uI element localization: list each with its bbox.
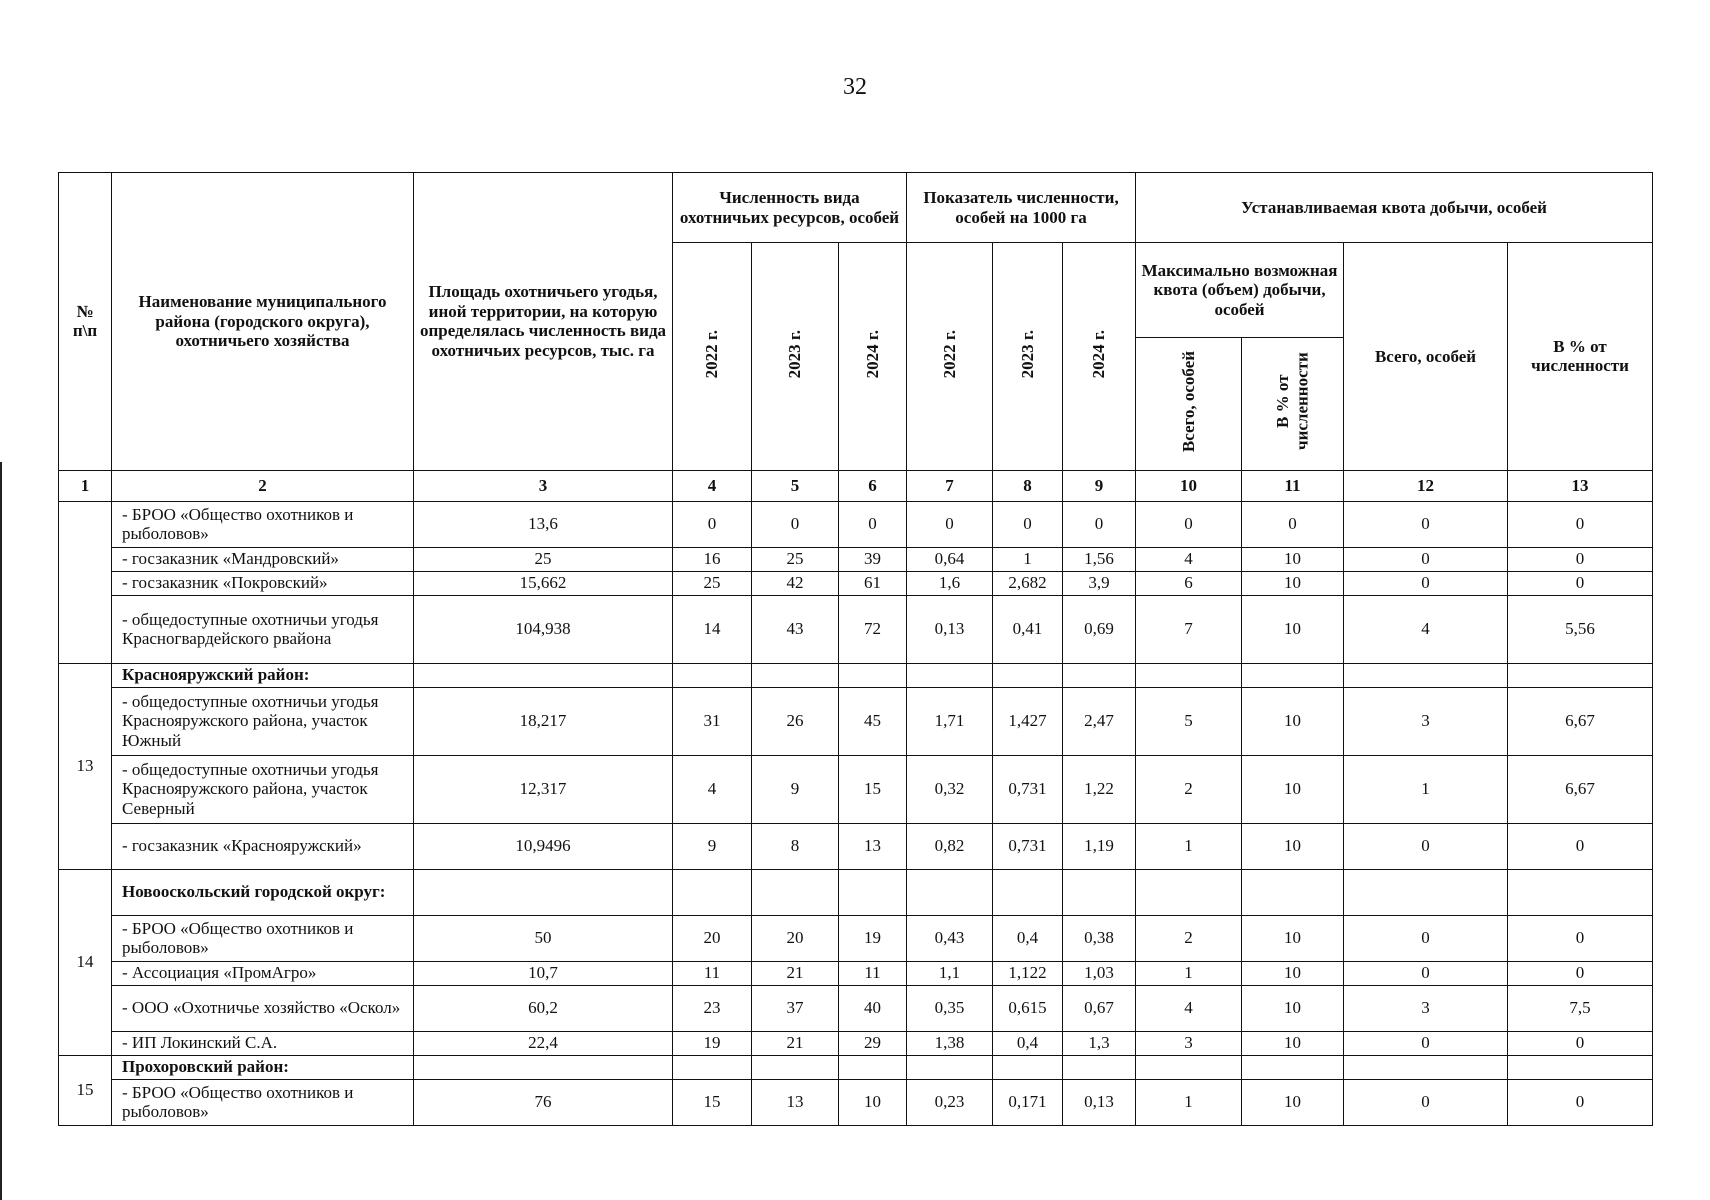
value-cell: 0,69	[1063, 595, 1136, 663]
hunting-quota-table	[58, 172, 1653, 1126]
table-body	[59, 501, 1653, 1125]
entity-name-cell: - общедоступные охотничьи угодья Краснояружского района, участок Северный	[112, 755, 414, 823]
empty-cell	[839, 663, 907, 687]
colnum: 11	[1242, 470, 1344, 501]
value-cell: 11	[673, 961, 752, 985]
value-cell: 0,67	[1063, 985, 1136, 1031]
table-row	[59, 571, 1653, 595]
empty-cell	[1344, 663, 1508, 687]
table-row	[59, 547, 1653, 571]
value-cell: 0	[907, 501, 993, 547]
value-cell: 3	[1136, 1031, 1242, 1055]
value-cell: 20	[752, 915, 839, 961]
column-numbers-row	[59, 470, 1653, 501]
value-cell: 0,4	[993, 915, 1063, 961]
value-cell: 60,2	[414, 985, 673, 1031]
value-cell: 18,217	[414, 687, 673, 755]
colnum: 5	[752, 470, 839, 501]
value-cell: 2,682	[993, 571, 1063, 595]
value-cell: 0,731	[993, 823, 1063, 869]
entity-name-cell: - общедоступные охотничьи угодья Краснояружского района, участок Южный	[112, 687, 414, 755]
group-header-row	[59, 1055, 1653, 1079]
value-cell: 22,4	[414, 1031, 673, 1055]
entity-name-cell: - госзаказник «Мандровский»	[112, 547, 414, 571]
colnum: 12	[1344, 470, 1508, 501]
value-cell: 2,47	[1063, 687, 1136, 755]
header-density-2023: 2023 г.	[993, 243, 1063, 471]
empty-cell	[414, 1055, 673, 1079]
empty-cell	[1063, 1055, 1136, 1079]
value-cell: 0	[1344, 823, 1508, 869]
table-header	[59, 173, 1653, 502]
group-header-row	[59, 869, 1653, 915]
header-pop-2022: 2022 г.	[673, 243, 752, 471]
value-cell: 19	[673, 1031, 752, 1055]
empty-cell	[1508, 1055, 1653, 1079]
header-max-total: Всего, особей	[1136, 338, 1242, 471]
value-cell: 7	[1136, 595, 1242, 663]
value-cell: 26	[752, 687, 839, 755]
value-cell: 29	[839, 1031, 907, 1055]
header-num: № п\п	[59, 173, 112, 471]
value-cell: 10	[1242, 1031, 1344, 1055]
empty-cell	[673, 869, 752, 915]
value-cell: 25	[414, 547, 673, 571]
value-cell: 0	[1344, 571, 1508, 595]
entity-name-cell: - БРОО «Общество охотников и рыболовов»	[112, 501, 414, 547]
colnum: 10	[1136, 470, 1242, 501]
value-cell: 104,938	[414, 595, 673, 663]
colnum: 4	[673, 470, 752, 501]
entity-name-cell: - общедоступные охотничьи угодья Красногвардейского рвайона	[112, 595, 414, 663]
value-cell: 3	[1344, 687, 1508, 755]
empty-cell	[414, 663, 673, 687]
value-cell: 0	[673, 501, 752, 547]
value-cell: 10	[1242, 1079, 1344, 1125]
value-cell: 0,35	[907, 985, 993, 1031]
entity-name-cell: - БРОО «Общество охотников и рыболовов»	[112, 915, 414, 961]
value-cell: 13	[839, 823, 907, 869]
value-cell: 1,38	[907, 1031, 993, 1055]
value-cell: 3,9	[1063, 571, 1136, 595]
value-cell: 1	[1136, 823, 1242, 869]
value-cell: 0	[1508, 915, 1653, 961]
district-name-cell: Прохоровский район:	[112, 1055, 414, 1079]
empty-cell	[1508, 869, 1653, 915]
value-cell: 14	[673, 595, 752, 663]
value-cell: 10,9496	[414, 823, 673, 869]
empty-cell	[1344, 869, 1508, 915]
value-cell: 20	[673, 915, 752, 961]
value-cell: 21	[752, 1031, 839, 1055]
header-quota: Устанавливаемая квота добычи, особей	[1136, 173, 1653, 243]
value-cell: 0,4	[993, 1031, 1063, 1055]
table-row	[59, 915, 1653, 961]
value-cell: 10	[1242, 571, 1344, 595]
value-cell: 1	[1136, 1079, 1242, 1125]
value-cell: 25	[673, 571, 752, 595]
value-cell: 39	[839, 547, 907, 571]
value-cell: 0,615	[993, 985, 1063, 1031]
header-area: Площадь охотничьего угодья, иной территории, на которую определялась численность вида охотничьих ресурсов, тыс. га	[414, 173, 673, 471]
table-row	[59, 1079, 1653, 1125]
empty-cell	[673, 1055, 752, 1079]
header-max-pct: В % от численности	[1242, 338, 1344, 471]
colnum: 2	[112, 470, 414, 501]
empty-cell	[1063, 663, 1136, 687]
colnum: 1	[59, 470, 112, 501]
value-cell: 0,731	[993, 755, 1063, 823]
value-cell: 10	[1242, 985, 1344, 1031]
empty-cell	[1136, 1055, 1242, 1079]
value-cell: 0	[1136, 501, 1242, 547]
header-population: Численность вида охотничьих ресурсов, особей	[673, 173, 907, 243]
value-cell: 0	[1508, 961, 1653, 985]
colnum: 9	[1063, 470, 1136, 501]
value-cell: 10	[1242, 755, 1344, 823]
value-cell: 5,56	[1508, 595, 1653, 663]
value-cell: 0	[752, 501, 839, 547]
value-cell: 10	[839, 1079, 907, 1125]
entity-name-cell: - ООО «Охотничье хозяйство «Оскол»	[112, 985, 414, 1031]
value-cell: 7,5	[1508, 985, 1653, 1031]
value-cell: 1,3	[1063, 1031, 1136, 1055]
table-row	[59, 687, 1653, 755]
empty-cell	[1242, 663, 1344, 687]
header-density: Показатель численности, особей на 1000 га	[907, 173, 1136, 243]
value-cell: 0,82	[907, 823, 993, 869]
empty-cell	[993, 663, 1063, 687]
header-density-2024: 2024 г.	[1063, 243, 1136, 471]
value-cell: 0	[1508, 1079, 1653, 1125]
header-name: Наименование муниципального района (городского округа), охотничьего хозяйства	[112, 173, 414, 471]
group-header-row	[59, 663, 1653, 687]
value-cell: 72	[839, 595, 907, 663]
value-cell: 4	[673, 755, 752, 823]
value-cell: 37	[752, 985, 839, 1031]
value-cell: 25	[752, 547, 839, 571]
empty-cell	[993, 1055, 1063, 1079]
empty-cell	[752, 1055, 839, 1079]
table-row	[59, 823, 1653, 869]
value-cell: 3	[1344, 985, 1508, 1031]
value-cell: 10,7	[414, 961, 673, 985]
value-cell: 0	[1344, 547, 1508, 571]
empty-cell	[1242, 1055, 1344, 1079]
empty-cell	[673, 663, 752, 687]
empty-cell	[1508, 663, 1653, 687]
value-cell: 6,67	[1508, 755, 1653, 823]
table-row	[59, 985, 1653, 1031]
value-cell: 2	[1136, 915, 1242, 961]
empty-cell	[752, 869, 839, 915]
value-cell: 1,122	[993, 961, 1063, 985]
value-cell: 21	[752, 961, 839, 985]
value-cell: 0	[1063, 501, 1136, 547]
value-cell: 0	[1344, 915, 1508, 961]
value-cell: 2	[1136, 755, 1242, 823]
value-cell: 1	[1344, 755, 1508, 823]
value-cell: 0	[1344, 1079, 1508, 1125]
value-cell: 19	[839, 915, 907, 961]
empty-cell	[993, 869, 1063, 915]
value-cell: 50	[414, 915, 673, 961]
value-cell: 0	[1242, 501, 1344, 547]
value-cell: 1,22	[1063, 755, 1136, 823]
colnum: 6	[839, 470, 907, 501]
header-quota-pct: В % от численности	[1508, 243, 1653, 471]
value-cell: 23	[673, 985, 752, 1031]
value-cell: 12,317	[414, 755, 673, 823]
value-cell: 61	[839, 571, 907, 595]
table-row	[59, 961, 1653, 985]
value-cell: 0	[1508, 547, 1653, 571]
value-cell: 0	[1508, 571, 1653, 595]
empty-cell	[1242, 869, 1344, 915]
value-cell: 0,23	[907, 1079, 993, 1125]
value-cell: 0,32	[907, 755, 993, 823]
value-cell: 5	[1136, 687, 1242, 755]
scan-edge-line	[0, 462, 2, 1200]
value-cell: 45	[839, 687, 907, 755]
value-cell: 6	[1136, 571, 1242, 595]
value-cell: 0	[1508, 501, 1653, 547]
value-cell: 16	[673, 547, 752, 571]
empty-cell	[1136, 663, 1242, 687]
header-pop-2023: 2023 г.	[752, 243, 839, 471]
row-number-cell: 13	[59, 663, 112, 869]
value-cell: 9	[673, 823, 752, 869]
table-row	[59, 1031, 1653, 1055]
entity-name-cell: - ИП Локинский С.А.	[112, 1031, 414, 1055]
value-cell: 1,56	[1063, 547, 1136, 571]
empty-cell	[907, 869, 993, 915]
empty-cell	[839, 1055, 907, 1079]
value-cell: 0,171	[993, 1079, 1063, 1125]
value-cell: 1	[993, 547, 1063, 571]
empty-cell	[1344, 1055, 1508, 1079]
empty-cell	[752, 663, 839, 687]
value-cell: 1,03	[1063, 961, 1136, 985]
table-row	[59, 755, 1653, 823]
empty-cell	[907, 663, 993, 687]
value-cell: 1	[1136, 961, 1242, 985]
district-name-cell: Новооскольский городской округ:	[112, 869, 414, 915]
value-cell: 10	[1242, 547, 1344, 571]
entity-name-cell: - Ассоциация «ПромАгро»	[112, 961, 414, 985]
district-name-cell: Краснояружский район:	[112, 663, 414, 687]
entity-name-cell: - госзаказник «Краснояружский»	[112, 823, 414, 869]
value-cell: 11	[839, 961, 907, 985]
value-cell: 9	[752, 755, 839, 823]
page-number: 32	[843, 74, 867, 100]
value-cell: 10	[1242, 595, 1344, 663]
value-cell: 0,43	[907, 915, 993, 961]
value-cell: 15	[673, 1079, 752, 1125]
colnum: 8	[993, 470, 1063, 501]
value-cell: 0	[1508, 823, 1653, 869]
value-cell: 0	[1508, 1031, 1653, 1055]
colnum: 13	[1508, 470, 1653, 501]
value-cell: 0,41	[993, 595, 1063, 663]
value-cell: 40	[839, 985, 907, 1031]
empty-cell	[414, 869, 673, 915]
value-cell: 4	[1136, 985, 1242, 1031]
table-row	[59, 595, 1653, 663]
value-cell: 43	[752, 595, 839, 663]
value-cell: 13,6	[414, 501, 673, 547]
value-cell: 1,6	[907, 571, 993, 595]
value-cell: 31	[673, 687, 752, 755]
empty-cell	[1136, 869, 1242, 915]
value-cell: 0	[839, 501, 907, 547]
entity-name-cell: - БРОО «Общество охотников и рыболовов»	[112, 1079, 414, 1125]
table-row	[59, 501, 1653, 547]
header-max-quota: Максимально возможная квота (объем) добычи, особей	[1136, 243, 1344, 338]
value-cell: 13	[752, 1079, 839, 1125]
empty-cell	[907, 1055, 993, 1079]
value-cell: 76	[414, 1079, 673, 1125]
colnum: 7	[907, 470, 993, 501]
row-number-cell: 15	[59, 1055, 112, 1125]
header-pop-2024: 2024 г.	[839, 243, 907, 471]
header-quota-total: Всего, особей	[1344, 243, 1508, 471]
value-cell: 0,38	[1063, 915, 1136, 961]
value-cell: 0,13	[1063, 1079, 1136, 1125]
value-cell: 0,64	[907, 547, 993, 571]
empty-cell	[1063, 869, 1136, 915]
value-cell: 15	[839, 755, 907, 823]
value-cell: 10	[1242, 823, 1344, 869]
empty-cell	[839, 869, 907, 915]
value-cell: 0	[1344, 961, 1508, 985]
value-cell: 10	[1242, 915, 1344, 961]
entity-name-cell: - госзаказник «Покровский»	[112, 571, 414, 595]
value-cell: 42	[752, 571, 839, 595]
value-cell: 0	[993, 501, 1063, 547]
value-cell: 10	[1242, 961, 1344, 985]
value-cell: 10	[1242, 687, 1344, 755]
value-cell: 4	[1136, 547, 1242, 571]
value-cell: 1,71	[907, 687, 993, 755]
row-number-cell	[59, 501, 112, 663]
value-cell: 1,1	[907, 961, 993, 985]
value-cell: 0	[1344, 501, 1508, 547]
value-cell: 8	[752, 823, 839, 869]
value-cell: 0,13	[907, 595, 993, 663]
value-cell: 0	[1344, 1031, 1508, 1055]
value-cell: 1,427	[993, 687, 1063, 755]
value-cell: 4	[1344, 595, 1508, 663]
value-cell: 15,662	[414, 571, 673, 595]
value-cell: 1,19	[1063, 823, 1136, 869]
colnum: 3	[414, 470, 673, 501]
value-cell: 6,67	[1508, 687, 1653, 755]
row-number-cell: 14	[59, 869, 112, 1055]
header-density-2022: 2022 г.	[907, 243, 993, 471]
